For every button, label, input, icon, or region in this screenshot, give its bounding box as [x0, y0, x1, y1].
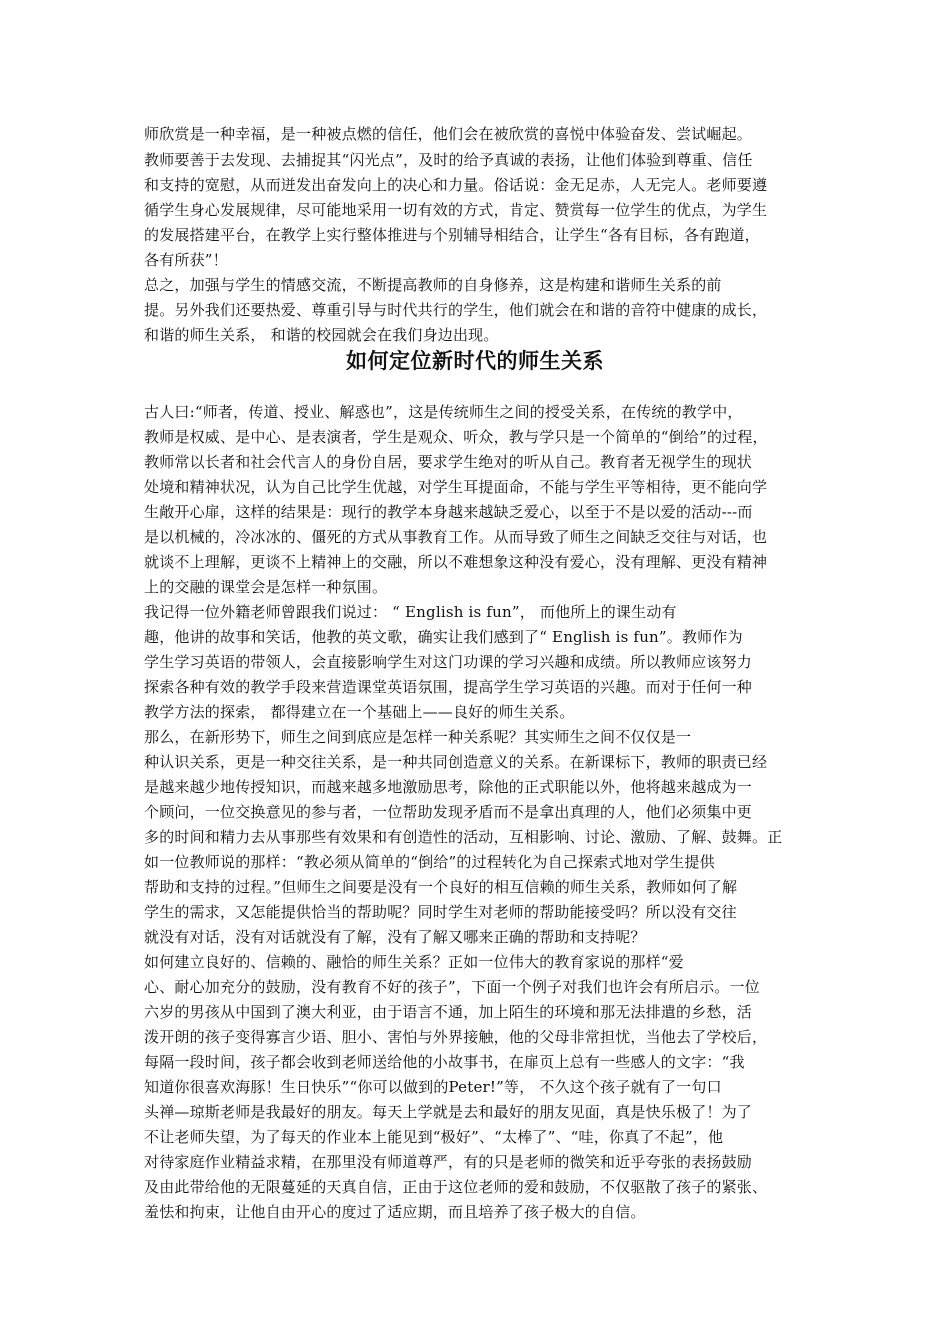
paragraph-line: 羞怯和拘束，让他自由开心的度过了适应期，而且培养了孩子极大的自信。	[144, 1203, 646, 1221]
paragraph-line: 趣，他讲的故事和笑话，他教的英文歌，确实让我们感到了“ English is fun”。教师作为	[144, 628, 743, 646]
paragraph-line: 就谈不上理解，更谈不上精神上的交融，所以不难想象这种没有爱心，没有理解、更没有精神	[144, 553, 768, 571]
paragraph-line: 古人曰:“师者，传道、授业、解惑也”，这是传统师生之间的授受关系，在传统的教学中，	[144, 403, 743, 421]
paragraph-line: 教师是权威、是中心、是表演者，学生是观众、听众，教与学只是一个简单的“倒给”的过程，	[144, 428, 768, 446]
paragraph-line: 多的时间和精力去从事那些有效果和有创造性的活动，互相影响、讨论、激励、了解、鼓舞。正	[144, 828, 783, 846]
paragraph-line: 就没有对话，没有对话就没有了解，没有了解又哪来正确的帮助和支持呢？	[144, 928, 646, 946]
paragraph-line: 如一位教师说的那样：“教必须从简单的“倒给”的过程转化为自己探索式地对学生提供	[144, 853, 715, 871]
paragraph-line: 不让老师失望，为了每天的作业本上能见到“极好”、“太棒了”、“哇，你真了不起”，他	[144, 1128, 724, 1146]
paragraph-line: 头禅—琼斯老师是我最好的朋友。每天上学就是去和最好的朋友见面，真是快乐极了！为了	[144, 1103, 753, 1121]
paragraph-line: 和支持的宽慰，从而迸发出奋发向上的决心和力量。俗话说：金无足赤，人无完人。老师要遵	[144, 176, 768, 194]
paragraph-line: 是越来越少地传授知识，而越来越多地激励思考，除他的正式职能以外，他将越来越成为一	[144, 778, 753, 796]
article-title: 如何定位新时代的师生关系	[346, 349, 604, 373]
paragraph-line: 知道你很喜欢海豚！生日快乐”“你可以做到的Peter!”等， 不久这个孩子就有了一句口	[144, 1078, 722, 1096]
paragraph-line: 泼开朗的孩子变得寡言少语、胆小、害怕与外界接触，他的父母非常担忧，当他去了学校后，	[144, 1028, 768, 1046]
paragraph-line: 学生学习英语的带领人，会直接影响学生对这门功课的学习兴趣和成绩。所以教师应该努力	[144, 653, 753, 671]
paragraph-line: 六岁的男孩从中国到了澳大利亚，由于语言不通，加上陌生的环境和那无法排遣的乡愁，活	[144, 1003, 753, 1021]
paragraph-line: 学生的需求，又怎能提供恰当的帮助呢？同时学生对老师的帮助能接受吗？所以没有交往	[144, 903, 737, 921]
paragraph-line: 种认识关系，更是一种交往关系，是一种共同创造意义的关系。在新课标下，教师的职责已经	[144, 753, 768, 771]
paragraph-line: 是以机械的，冷冰冰的、僵死的方式从事教育工作。从而导致了师生之间缺乏交往与对话，也	[144, 528, 768, 546]
paragraph-line: 的发展搭建平台，在教学上实行整体推进与个别辅导相结合，让学生“各有目标，各有跑道，	[144, 226, 760, 244]
paragraph-line: 生敞开心扉，这样的结果是：现行的教学本身越来越缺乏爱心，以至于不是以爱的活动---而	[144, 503, 753, 521]
paragraph-line: 帮助和支持的过程。”但师生之间要是没有一个良好的相互信赖的师生关系，教师如何了解	[144, 878, 738, 896]
paragraph-line: 如何建立良好的、信赖的、融恰的师生关系？正如一位伟大的教育家说的那样“爱	[144, 953, 684, 971]
paragraph-line: 对待家庭作业精益求精，在那里没有师道尊严，有的只是老师的微笑和近乎夸张的表扬鼓励	[144, 1153, 753, 1171]
paragraph-line: 提。另外我们还要热爱、尊重引导与时代共行的学生，他们就会在和谐的音符中健康的成长，	[144, 301, 768, 319]
paragraph-line: 我记得一位外籍老师曾跟我们说过： “ English is fun”， 而他所上的课生动有	[144, 603, 677, 621]
paragraph-line: 处境和精神状况，认为自己比学生优越，对学生耳提面命，不能与学生平等相待，更不能向学	[144, 478, 768, 496]
paragraph-line: 师欣赏是一种幸福，是一种被点燃的信任，他们会在被欣赏的喜悦中体验奋发、尝试崛起。	[144, 125, 753, 143]
paragraph-line: 教师常以长者和社会代言人的身份自居，要求学生绝对的听从自己。教育者无视学生的现状	[144, 453, 753, 471]
paragraph-line: 及由此带给他的无限蔓延的天真自信，正由于这位老师的爱和鼓励，不仅驱散了孩子的紧张、	[144, 1178, 768, 1196]
paragraph-line: 教学方法的探索， 都得建立在一个基础上——良好的师生关系。	[144, 703, 575, 721]
paragraph-line: 心、耐心加充分的鼓励，没有教育不好的孩子”，下面一个例子对我们也许会有所启示。一位	[144, 978, 760, 996]
paragraph-line: 教师要善于去发现、去捕捉其“闪光点”，及时的给予真诚的表扬，让他们体验到尊重、信任	[144, 151, 753, 169]
paragraph-line: 和谐的师生关系， 和谐的校园就会在我们身边出现。	[144, 326, 499, 344]
paragraph-line: 那么，在新形势下，师生之间到底应是怎样一种关系呢？其实师生之间不仅仅是一	[144, 728, 692, 746]
paragraph-line: 每隔一段时间，孩子都会收到老师送给他的小故事书，在扉页上总有一些感人的文字：“我	[144, 1053, 745, 1071]
paragraph-line: 探索各种有效的教学手段来营造课堂英语氛围，提高学生学习英语的兴趣。而对于任何一种	[144, 678, 753, 696]
paragraph-line: 个顾问，一位交换意见的参与者，一位帮助发现矛盾而不是拿出真理的人，他们必须集中更	[144, 803, 753, 821]
paragraph-line: 上的交融的课堂会是怎样一种氛围。	[144, 578, 388, 596]
paragraph-line: 总之，加强与学生的情感交流，不断提高教师的自身修养，这是构建和谐师生关系的前	[144, 276, 722, 294]
paragraph-line: 循学生身心发展规律，尽可能地采用一切有效的方式，肯定、赞赏每一位学生的优点，为学生	[144, 201, 768, 219]
paragraph-line: 各有所获”！	[144, 251, 228, 269]
